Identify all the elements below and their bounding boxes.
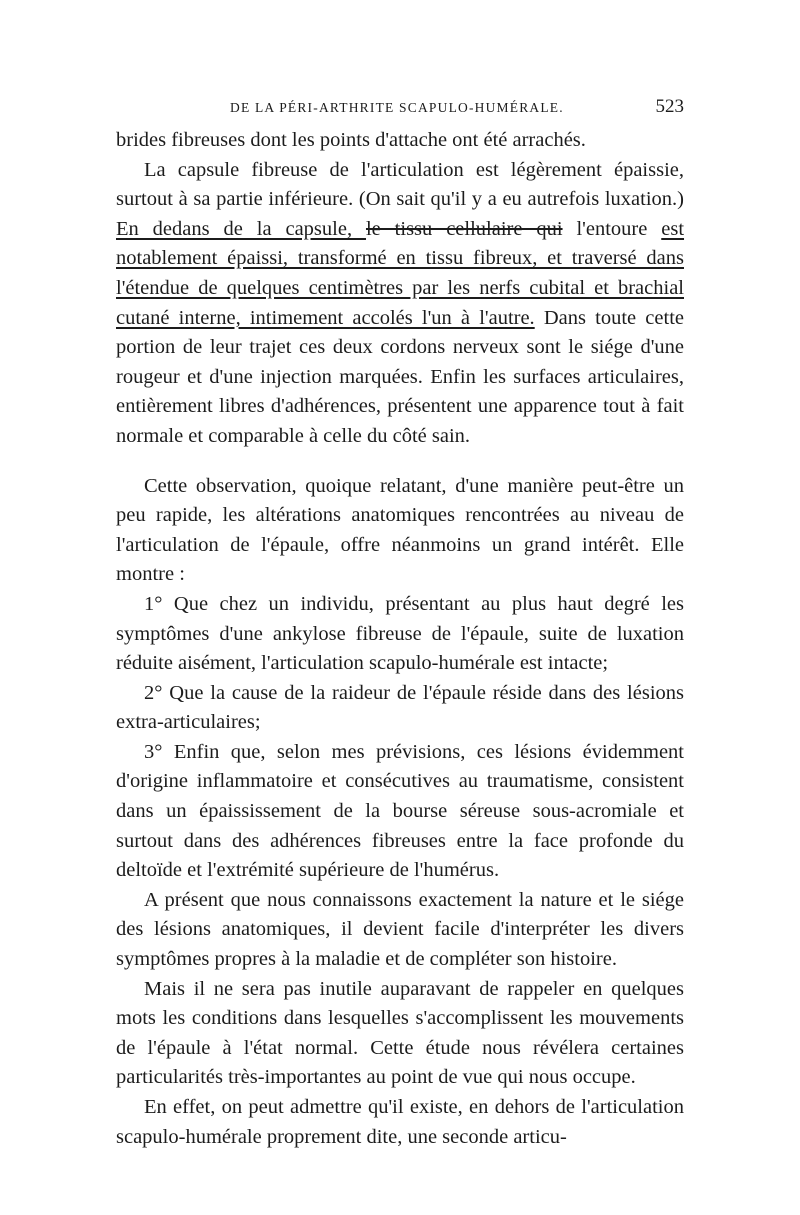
- paragraph-articulation: En effet, on peut admettre qu'il existe, en dehors de l'articulation scapulo-humérale proprement dite, une seconde articu-: [116, 1096, 684, 1148]
- capsule-text-3: Dans toute cette portion de leur trajet ces deux cordons nerveux sont le siége d'une rougeur et d'une injection marquées. Enfin les surfaces articulaires, entièrement libres d'adhérences, présentent une apparence tout à fait normale et comparable à celle du côté sain.: [116, 306, 684, 447]
- paragraph-movements: Mais il ne sera pas inutile auparavant de rappeler en quelques mots les conditions dans lesquelles s'accomplissent les mouvements de l'épaule à l'état normal. Cette étude nous révélera certaines particularités très-importantes au point de vue qui nous occupe.: [116, 977, 684, 1089]
- page-number: 523: [655, 96, 684, 117]
- capsule-text-2: l'entoure: [562, 217, 662, 240]
- underlined-passage-1: En dedans de la capsule,: [116, 217, 366, 240]
- paragraph-continuation: brides fibreuses dont les points d'attache ont été arrachés.: [116, 129, 586, 151]
- paragraph-capsule: [116, 156, 684, 452]
- list-item-3: 3° Enfin que, selon mes prévisions, ces lésions évidemment d'origine inflammatoire et consécutives au traumatisme, consistent dans un épaississement de la bourse séreuse sous-acromiale et surtout dans des adhérences fibreuses entre la face profonde du deltoïde et l'extrémité supérieure de l'humérus.: [116, 740, 684, 882]
- running-head: DE LA PÉRI-ARTHRITE SCAPULO-HUMÉRALE.: [230, 100, 564, 115]
- book-page: [116, 92, 684, 1152]
- capsule-text: La capsule fibreuse de l'articulation est légèrement épaissie, surtout à sa partie inférieure. (On sait qu'il y a eu autrefois luxation.): [116, 158, 684, 211]
- page-header: [116, 92, 684, 126]
- underlined-passage-2: est notablement épaissi, transformé en tissu fibreux, et traversé dans l'étendue de quelques centimètres par les nerfs cubital et brachial cutané interne, intimement accolés l'un à l'autre.: [116, 217, 685, 329]
- struck-through-passage: le tissu cellulaire qui: [365, 217, 563, 240]
- paragraph-present: A présent que nous connaissons exactement la nature et le siége des lésions anatomiques, il devient facile d'interpréter les divers symptômes propres à la maladie et de compléter son histoire.: [116, 888, 684, 971]
- list-item-1: 1° Que chez un individu, présentant au plus haut degré les symptômes d'une ankylose fibreuse de l'épaule, suite de luxation réduite aisément, l'articulation scapulo-humérale est intacte;: [116, 592, 684, 675]
- paragraph-observation: Cette observation, quoique relatant, d'une manière peut-être un peu rapide, les altérations anatomiques rencontrées au niveau de l'articulation de l'épaule, offre néanmoins un grand intérêt. Elle montre :: [116, 474, 684, 586]
- list-item-2: 2° Que la cause de la raideur de l'épaule réside dans des lésions extra-articulaires;: [116, 681, 684, 734]
